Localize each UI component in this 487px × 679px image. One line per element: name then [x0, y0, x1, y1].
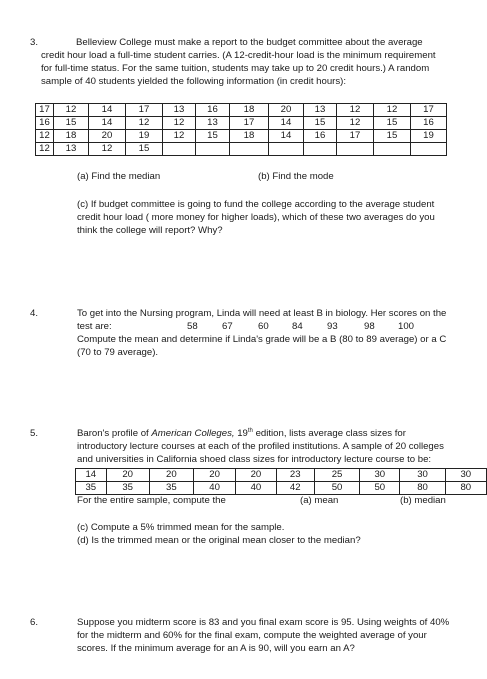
- table-cell: [230, 143, 269, 156]
- question-3-part-b: (b) Find the mode: [258, 171, 334, 182]
- table-cell: 12: [337, 104, 374, 117]
- table-cell: 12: [54, 104, 89, 117]
- score-4: 84: [292, 321, 303, 332]
- table-cell: 17: [411, 104, 447, 117]
- table-cell: 15: [54, 117, 89, 130]
- question-5-text-line-1: Baron's profile of American Colleges, 19th edition, lists average class sizes for: [77, 428, 406, 439]
- table-cell: 15: [374, 117, 411, 130]
- table-cell: 13: [163, 104, 196, 117]
- table-cell: 17: [337, 130, 374, 143]
- credit-hours-row: [36, 130, 447, 143]
- question-6-number: 6.: [30, 617, 39, 628]
- table-cell: 18: [230, 130, 269, 143]
- score-1: 58: [187, 321, 198, 332]
- table-cell: 35: [76, 482, 107, 495]
- question-4-number: 4.: [30, 308, 39, 319]
- question-4-text-line-1: To get into the Nursing program, Linda will need at least B in biology. Her scores on the: [77, 308, 447, 319]
- table-cell: 23: [276, 469, 314, 482]
- table-cell: 14: [89, 104, 126, 117]
- question-3-part-a: (a) Find the median: [77, 171, 161, 182]
- question-3-text-line-2: credit hour load a full-time student carries. (A 12-credit-hour load is the minimum requirement: [41, 50, 436, 61]
- table-cell: 30: [445, 469, 486, 482]
- question-3-text-line-3: for full-time status. For the same tuition, students may take up to 20 credit hours.) A random: [41, 63, 430, 74]
- table-cell: 80: [445, 482, 486, 495]
- table-cell: [304, 143, 337, 156]
- table-cell: 80: [400, 482, 445, 495]
- table-cell: 17: [126, 104, 163, 117]
- table-cell: 20: [269, 104, 304, 117]
- table-cell: 35: [106, 482, 149, 495]
- class-sizes-table: [75, 468, 487, 495]
- credit-hours-row: [36, 117, 447, 130]
- table-cell: 20: [106, 469, 149, 482]
- table-cell: 13: [196, 117, 230, 130]
- score-2: 67: [222, 321, 233, 332]
- table-cell: 14: [89, 117, 126, 130]
- table-cell: 40: [194, 482, 236, 495]
- question-5-text-line-3: and universities in California shoed class sizes for introductory lecture course to be:: [77, 454, 432, 465]
- score-3: 60: [258, 321, 269, 332]
- question-5-text-line-2: introductory lecture courses at each of the profiled institutions. A sample of 20 colleges: [77, 441, 444, 452]
- question-5-part-b: (b) median: [400, 495, 446, 506]
- table-cell: 35: [149, 482, 193, 495]
- question-3-text-line-4: sample of 40 students yielded the following information (in credit hours):: [41, 76, 347, 87]
- question-3-part-c-line-3: think the college will report? Why?: [77, 225, 223, 236]
- table-cell: 50: [360, 482, 400, 495]
- question-4-text-line-3: Compute the mean and determine if Linda's grade will be a B (80 to 89 average) or a C: [77, 334, 447, 345]
- table-cell: 12: [337, 117, 374, 130]
- question-6-text-line-3: scores. If the minimum average for an A is 90, will you earn an A?: [77, 643, 355, 654]
- table-cell: [269, 143, 304, 156]
- question-4-text-line-4: (70 to 79 average).: [77, 347, 159, 358]
- table-cell: 18: [230, 104, 269, 117]
- table-cell: 15: [126, 143, 163, 156]
- table-cell: 42: [276, 482, 314, 495]
- table-cell: 16: [304, 130, 337, 143]
- table-cell: 30: [360, 469, 400, 482]
- question-5-number: 5.: [30, 428, 39, 439]
- table-cell: 25: [314, 469, 359, 482]
- question-6-text-line-2: for the midterm and 60% for the final exam, compute the weighted average of your: [77, 630, 427, 641]
- table-cell: 17: [230, 117, 269, 130]
- table-cell: 40: [236, 482, 276, 495]
- question-6-text-line-1: Suppose you midterm score is 83 and you final exam score is 95. Using weights of 40%: [77, 617, 450, 628]
- table-cell: [411, 143, 447, 156]
- score-7: 100: [398, 321, 415, 332]
- question-5-entire-sample: For the entire sample, compute the: [77, 495, 226, 506]
- table-cell: 12: [374, 104, 411, 117]
- table-cell: 14: [269, 130, 304, 143]
- class-sizes-row: [76, 469, 487, 482]
- table-cell: 15: [196, 130, 230, 143]
- table-cell: 12: [36, 130, 54, 143]
- table-cell: 12: [89, 143, 126, 156]
- table-cell: 50: [314, 482, 359, 495]
- question-3-part-c-line-2: credit hour load ( more money for higher loads), which of these two averages do you: [77, 212, 435, 223]
- table-cell: 16: [196, 104, 230, 117]
- table-cell: 17: [36, 104, 54, 117]
- table-cell: 12: [36, 143, 54, 156]
- question-5-part-a: (a) mean: [300, 495, 339, 506]
- table-cell: [163, 143, 196, 156]
- score-6: 98: [364, 321, 375, 332]
- table-cell: 19: [126, 130, 163, 143]
- table-cell: [337, 143, 374, 156]
- table-cell: 15: [374, 130, 411, 143]
- table-cell: 20: [236, 469, 276, 482]
- question-4-test-label: test are:: [77, 321, 112, 332]
- table-cell: 12: [163, 117, 196, 130]
- credit-hours-table: [35, 103, 447, 156]
- table-cell: [374, 143, 411, 156]
- table-cell: 13: [304, 104, 337, 117]
- score-5: 93: [327, 321, 338, 332]
- table-cell: 16: [36, 117, 54, 130]
- question-3-text-line-1: Belleview College must make a report to the budget committee about the average: [76, 37, 423, 48]
- credit-hours-row: [36, 104, 447, 117]
- table-cell: 12: [126, 117, 163, 130]
- table-cell: 14: [269, 117, 304, 130]
- credit-hours-row: [36, 143, 447, 156]
- table-cell: 20: [194, 469, 236, 482]
- class-sizes-row: [76, 482, 487, 495]
- question-3-number: 3.: [30, 37, 39, 48]
- table-cell: 18: [54, 130, 89, 143]
- table-cell: 16: [411, 117, 447, 130]
- table-cell: 15: [304, 117, 337, 130]
- question-3-part-c-line-1: (c) If budget committee is going to fund the college according to the average student: [77, 199, 435, 210]
- table-cell: 20: [89, 130, 126, 143]
- table-cell: 30: [400, 469, 445, 482]
- table-cell: 20: [149, 469, 193, 482]
- question-5-part-c: (c) Compute a 5% trimmed mean for the sample.: [77, 522, 285, 533]
- table-cell: 19: [411, 130, 447, 143]
- table-cell: [196, 143, 230, 156]
- table-cell: 14: [76, 469, 107, 482]
- book-title: American Colleges,: [151, 428, 235, 439]
- table-cell: 13: [54, 143, 89, 156]
- table-cell: 12: [163, 130, 196, 143]
- question-5-part-d: (d) Is the trimmed mean or the original mean closer to the median?: [77, 535, 361, 546]
